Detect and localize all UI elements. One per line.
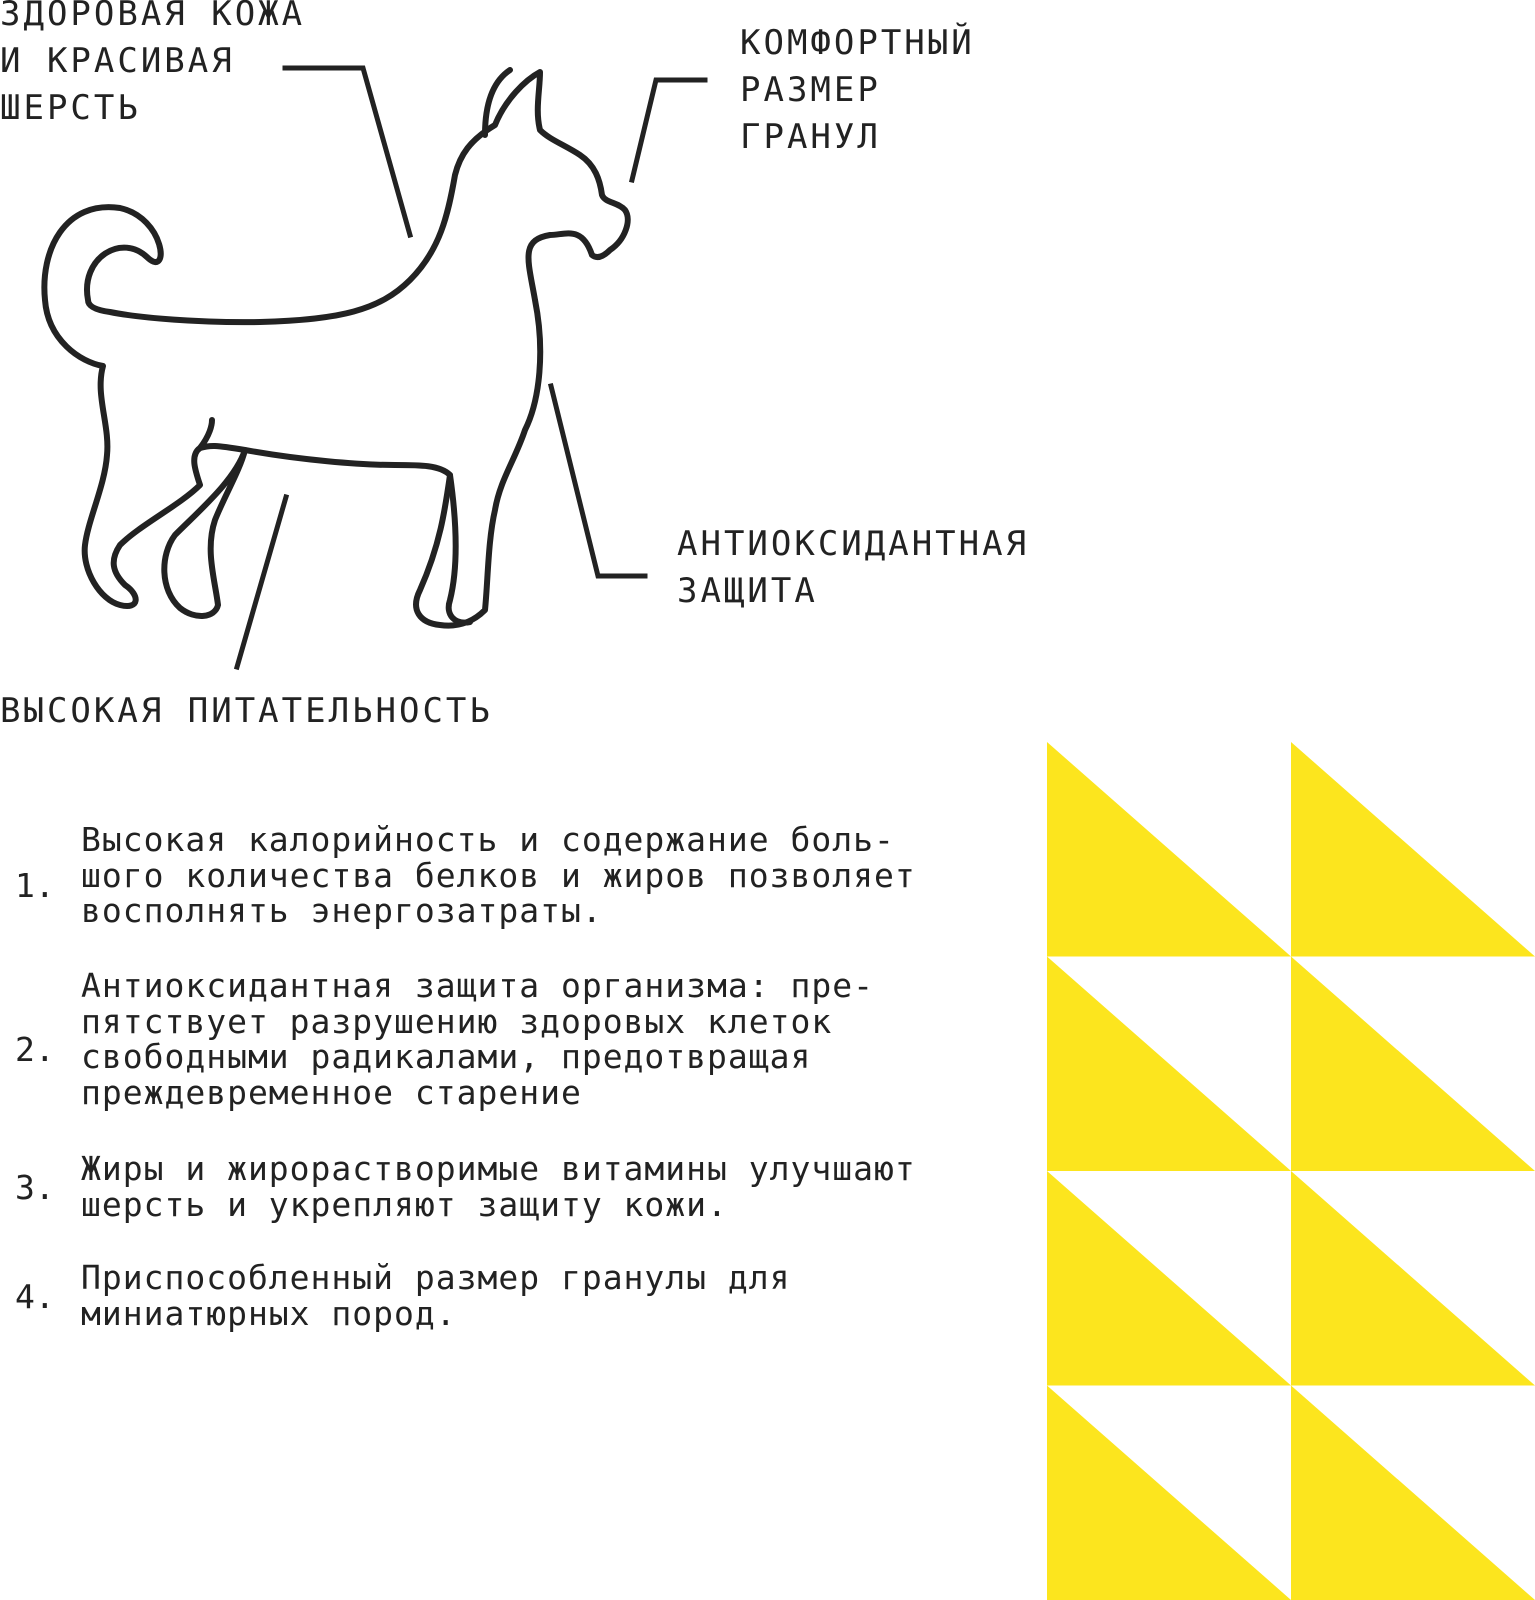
- benefit-text: Жиры и жирорастворимые витамины улучшают шерсть и укрепляют защиту кожи.: [81, 1149, 916, 1224]
- benefit-number: 4.: [15, 1277, 55, 1316]
- benefit-text: Приспособленный размер гранулы для миниатюрных пород.: [81, 1258, 791, 1333]
- yellow-triangle: [1291, 1171, 1535, 1386]
- yellow-triangle: [1291, 742, 1535, 957]
- benefit-text: Антиоксидантная защита организма: пре- пятствует разрушению здоровых клеток свободными радикалами, предотвращая преждевременное старение: [81, 966, 874, 1112]
- yellow-triangle-pattern: [1047, 742, 1535, 1600]
- callout-nutrition: ВЫСОКАЯ ПИТАТЕЛЬНОСТЬ: [0, 691, 493, 731]
- dog-front-leg-line: [449, 475, 470, 623]
- dog-back-leg-line: [164, 450, 245, 616]
- yellow-triangle: [1291, 1386, 1535, 1600]
- benefit-number: 3.: [15, 1168, 55, 1207]
- yellow-triangle: [1047, 957, 1291, 1172]
- yellow-triangle: [1047, 1386, 1291, 1600]
- callout-antioxidant: АНТИОКСИДАНТНАЯ ЗАЩИТА: [677, 524, 1030, 611]
- benefit-number: 1.: [15, 866, 55, 905]
- yellow-triangle: [1291, 957, 1535, 1172]
- leader-nutrition: [237, 497, 286, 667]
- dog-body-outline: [44, 72, 627, 626]
- benefit-number: 2.: [15, 1030, 55, 1069]
- callout-skin-coat: ЗДОРОВАЯ КОЖА И КРАСИВАЯ ШЕРСТЬ: [0, 0, 306, 128]
- callout-kibble-size: КОМФОРТНЫЙ РАЗМЕР ГРАНУЛ: [740, 23, 975, 157]
- leader-antioxidant: [551, 386, 645, 576]
- leader-kibble-size: [632, 80, 705, 180]
- yellow-triangle: [1047, 1171, 1291, 1386]
- yellow-triangle: [1047, 742, 1291, 957]
- benefit-text: Высокая калорийность и содержание боль- шого количества белков и жиров позволяет восполнять энергозатраты.: [81, 820, 916, 930]
